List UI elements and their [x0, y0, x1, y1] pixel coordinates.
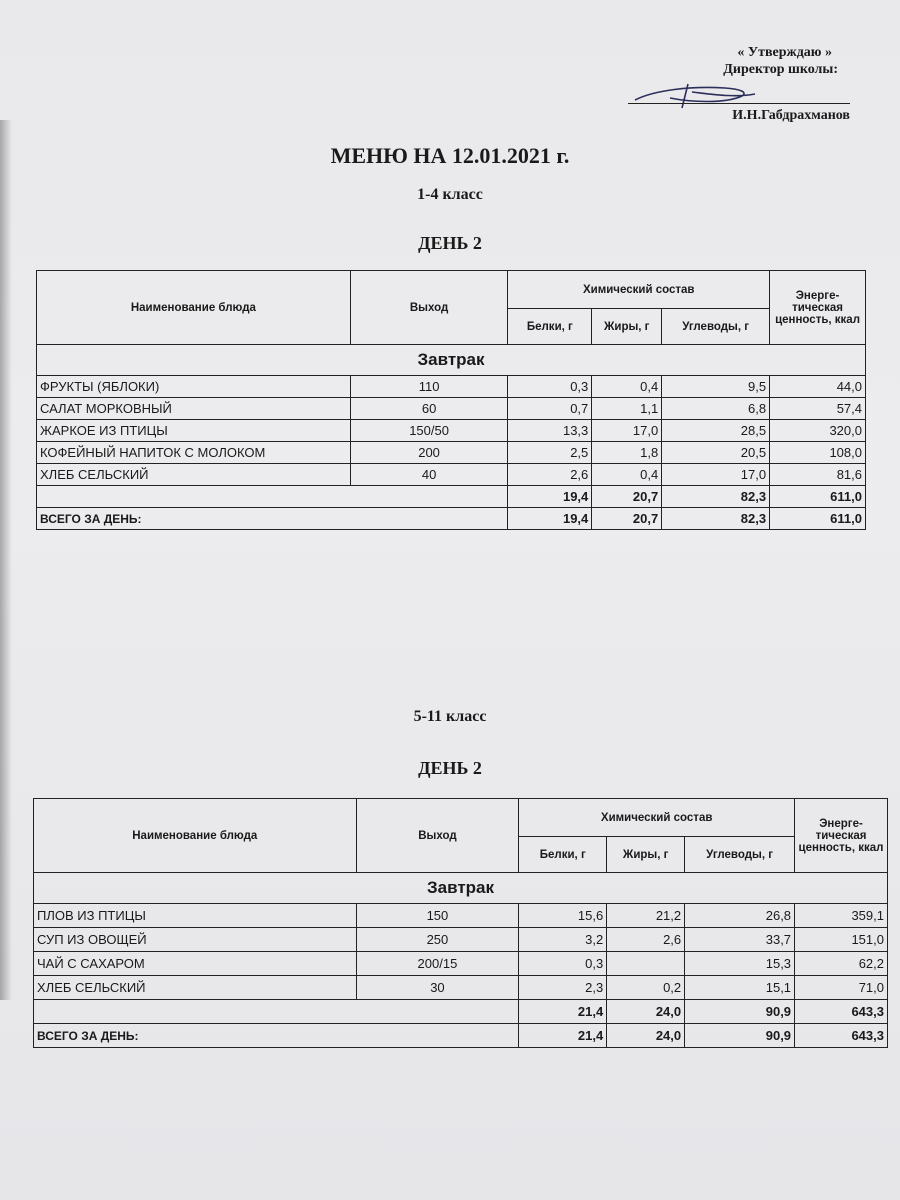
dish-output: 250 [356, 928, 519, 952]
class-heading-2: 5-11 класс [413, 708, 487, 725]
dish-energy: 81,6 [770, 464, 866, 486]
dish-carbs: 15,3 [685, 952, 795, 976]
total-fat: 20,7 [592, 508, 662, 530]
col-dish: Наименование блюда [37, 271, 351, 345]
col-output: Выход [350, 271, 508, 345]
dish-fat: 0,2 [607, 976, 685, 1000]
dish-output: 150 [356, 904, 519, 928]
subtotal-carbs: 82,3 [662, 486, 770, 508]
subtotal-protein: 21,4 [519, 1000, 607, 1024]
dish-name: ПЛОВ ИЗ ПТИЦЫ [34, 904, 357, 928]
dish-protein: 3,2 [519, 928, 607, 952]
dish-name: СУП ИЗ ОВОЩЕЙ [34, 928, 357, 952]
dish-energy: 62,2 [795, 952, 888, 976]
dish-name: ХЛЕБ СЕЛЬСКИЙ [34, 976, 357, 1000]
subtotal-energy: 611,0 [770, 486, 866, 508]
dish-energy: 108,0 [770, 442, 866, 464]
signature-line [628, 103, 850, 104]
dish-name: ЧАЙ С САХАРОМ [34, 952, 357, 976]
total-carbs: 90,9 [685, 1024, 795, 1048]
total-protein: 21,4 [519, 1024, 607, 1048]
col-dish: Наименование блюда [34, 799, 357, 873]
dish-name: ХЛЕБ СЕЛЬСКИЙ [37, 464, 351, 486]
dish-fat: 1,8 [592, 442, 662, 464]
dish-row [37, 464, 866, 486]
dish-energy: 320,0 [770, 420, 866, 442]
dish-row [34, 952, 888, 976]
section-breakfast: Завтрак [34, 873, 888, 904]
dish-fat [607, 952, 685, 976]
subtotal-protein: 19,4 [508, 486, 592, 508]
dish-fat: 0,4 [592, 464, 662, 486]
menu-table-1 [36, 270, 866, 530]
dish-carbs: 28,5 [662, 420, 770, 442]
day-heading-1: ДЕНЬ 2 [418, 233, 482, 253]
dish-carbs: 26,8 [685, 904, 795, 928]
page-title: МЕНЮ НА 12.01.2021 г. [330, 143, 570, 168]
dish-output: 200 [350, 442, 508, 464]
dish-energy: 57,4 [770, 398, 866, 420]
col-chem: Химический состав [508, 271, 770, 309]
dish-name: ЖАРКОЕ ИЗ ПТИЦЫ [37, 420, 351, 442]
col-energy: Энерге-тическая ценность, ккал [795, 799, 888, 873]
dish-row [37, 376, 866, 398]
day-heading-2: ДЕНЬ 2 [418, 758, 482, 778]
dish-name: ФРУКТЫ (ЯБЛОКИ) [37, 376, 351, 398]
dish-fat: 21,2 [607, 904, 685, 928]
dish-output: 60 [350, 398, 508, 420]
subtotal-label [34, 1000, 519, 1024]
dish-protein: 15,6 [519, 904, 607, 928]
col-fat: Жиры, г [607, 837, 685, 873]
dish-protein: 2,5 [508, 442, 592, 464]
dish-carbs: 9,5 [662, 376, 770, 398]
dish-energy: 71,0 [795, 976, 888, 1000]
col-chem: Химический состав [519, 799, 795, 837]
subtotal-carbs: 90,9 [685, 1000, 795, 1024]
dish-fat: 17,0 [592, 420, 662, 442]
dish-protein: 0,7 [508, 398, 592, 420]
total-protein: 19,4 [508, 508, 592, 530]
dish-carbs: 17,0 [662, 464, 770, 486]
dish-carbs: 15,1 [685, 976, 795, 1000]
dish-carbs: 20,5 [662, 442, 770, 464]
approval-position: Директор школы: [723, 62, 838, 77]
dish-row [37, 398, 866, 420]
col-fat: Жиры, г [592, 309, 662, 345]
dish-row [37, 442, 866, 464]
dish-carbs: 33,7 [685, 928, 795, 952]
col-protein: Белки, г [519, 837, 607, 873]
col-energy: Энерге-тическая ценность, ккал [770, 271, 866, 345]
total-label: ВСЕГО ЗА ДЕНЬ: [37, 508, 508, 530]
dish-output: 30 [356, 976, 519, 1000]
total-energy: 643,3 [795, 1024, 888, 1048]
dish-fat: 0,4 [592, 376, 662, 398]
total-label: ВСЕГО ЗА ДЕНЬ: [34, 1024, 519, 1048]
total-energy: 611,0 [770, 508, 866, 530]
col-output: Выход [356, 799, 519, 873]
director-name: И.Н.Габдрахманов [732, 108, 850, 123]
col-protein: Белки, г [508, 309, 592, 345]
dish-output: 150/50 [350, 420, 508, 442]
dish-output: 40 [350, 464, 508, 486]
subtotal-energy: 643,3 [795, 1000, 888, 1024]
col-carbs: Углеводы, г [662, 309, 770, 345]
dish-protein: 2,6 [508, 464, 592, 486]
dish-protein: 13,3 [508, 420, 592, 442]
dish-fat: 2,6 [607, 928, 685, 952]
dish-protein: 2,3 [519, 976, 607, 1000]
dish-energy: 359,1 [795, 904, 888, 928]
col-carbs: Углеводы, г [685, 837, 795, 873]
dish-protein: 0,3 [519, 952, 607, 976]
dish-output: 110 [350, 376, 508, 398]
approval-heading: « Утверждаю » [737, 45, 832, 60]
dish-name: КОФЕЙНЫЙ НАПИТОК С МОЛОКОМ [37, 442, 351, 464]
dish-carbs: 6,8 [662, 398, 770, 420]
dish-energy: 44,0 [770, 376, 866, 398]
dish-row [37, 420, 866, 442]
dish-protein: 0,3 [508, 376, 592, 398]
dish-output: 200/15 [356, 952, 519, 976]
dish-fat: 1,1 [592, 398, 662, 420]
dish-name: САЛАТ МОРКОВНЫЙ [37, 398, 351, 420]
subtotal-label [37, 486, 508, 508]
total-fat: 24,0 [607, 1024, 685, 1048]
dish-row [34, 976, 888, 1000]
dish-energy: 151,0 [795, 928, 888, 952]
total-carbs: 82,3 [662, 508, 770, 530]
dish-row [34, 904, 888, 928]
menu-table-2 [33, 798, 888, 1048]
class-heading-1: 1-4 класс [417, 186, 483, 203]
section-breakfast: Завтрак [37, 345, 866, 376]
subtotal-fat: 24,0 [607, 1000, 685, 1024]
dish-row [34, 928, 888, 952]
subtotal-fat: 20,7 [592, 486, 662, 508]
